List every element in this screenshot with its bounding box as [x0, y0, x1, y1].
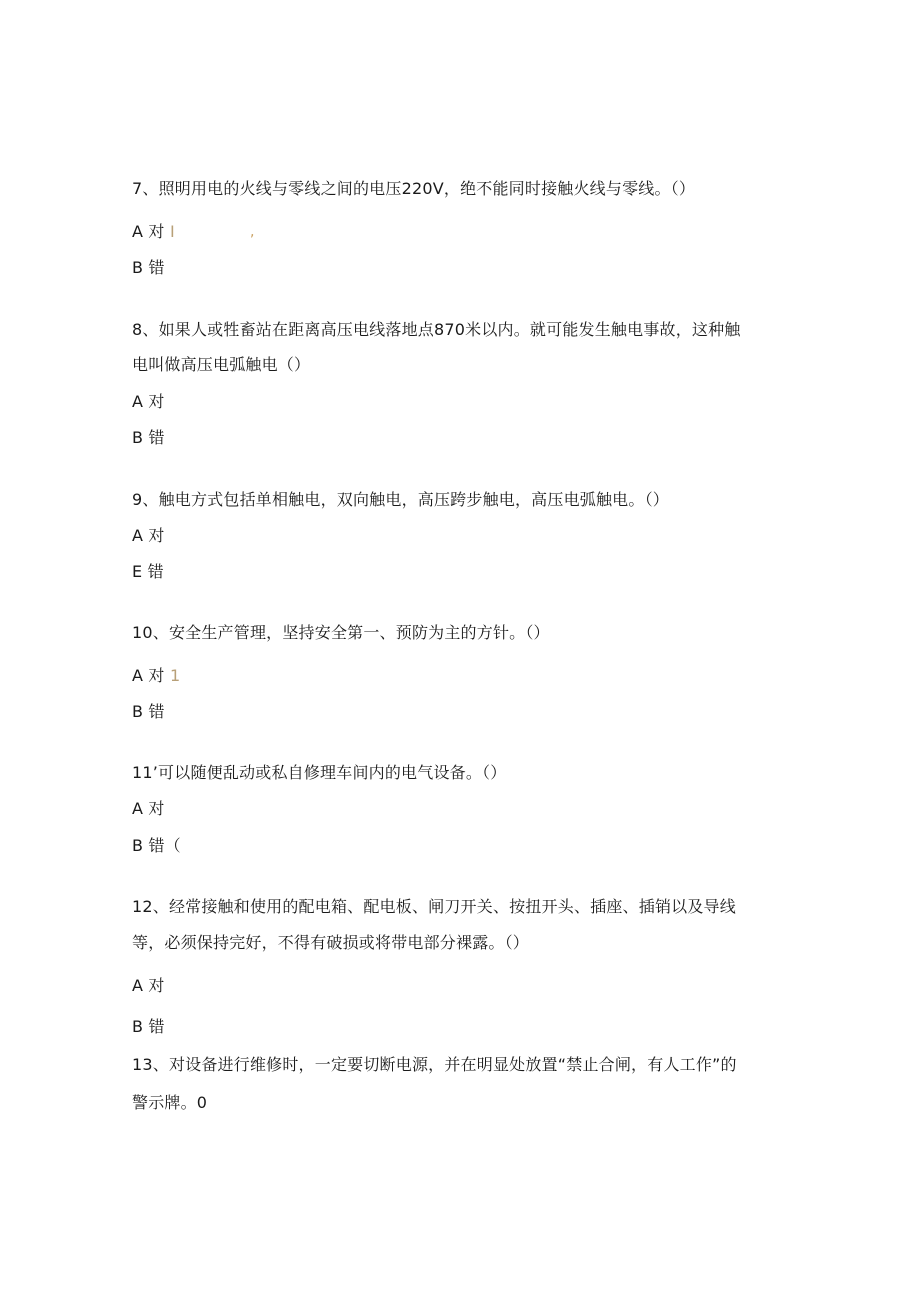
question-10-option-b: B 错 [132, 702, 165, 721]
question-10-option-a [132, 666, 180, 686]
question-9-option-b: E 错 [132, 562, 164, 581]
question-10-line-1: 10、安全生产管理，坚持安全第一、预防为主的方针。（） [132, 623, 550, 642]
question-11-line-1: 11’可以随便乱动或私自修理车间内的电气设备。（） [132, 763, 507, 782]
option-label: A 对 [132, 222, 165, 241]
answer-mark: I [169, 222, 175, 241]
question-7-option-b: B 错 [132, 258, 165, 277]
question-12-line-2: 等，必须保持完好，不得有破损或将带电部分裸露。（） [132, 933, 530, 952]
question-8-line-1: 8、如果人或牲畜站在距离高压电线落地点870米以内。就可能发生触电事故，这种触 [132, 320, 741, 339]
question-9-option-a: A 对 [132, 526, 165, 545]
question-7-option-a [132, 222, 175, 242]
question-8-line-2: 电叫做高压电弧触电（） [132, 355, 311, 374]
question-8-option-b: B 错 [132, 428, 165, 447]
question-12-line-1: 12、经常接触和使用的配电箱、配电板、闸刀开关、按扭开头、插座、插销以及导线 [132, 897, 736, 916]
question-7-line-1: 7、照明用电的火线与零线之间的电压220V，绝不能同时接触火线与零线。（） [132, 179, 696, 198]
question-13-line-2: 警示牌。0 [132, 1093, 208, 1112]
stray-mark: , [250, 224, 255, 240]
question-12-option-b: B 错 [132, 1017, 165, 1036]
question-8-option-a: A 对 [132, 392, 165, 411]
question-13-line-1: 13、对设备进行维修时，一定要切断电源，并在明显处放置“禁止合闸，有人工作”的 [132, 1055, 737, 1074]
question-11-option-b: B 错（ [132, 836, 181, 855]
answer-mark: 1 [169, 666, 181, 685]
option-label: A 对 [132, 666, 165, 685]
question-11-option-a: A 对 [132, 799, 165, 818]
question-9-line-1: 9、触电方式包括单相触电，双向触电，高压跨步触电，高压电弧触电。（） [132, 490, 669, 509]
question-12-option-a: A 对 [132, 976, 165, 995]
